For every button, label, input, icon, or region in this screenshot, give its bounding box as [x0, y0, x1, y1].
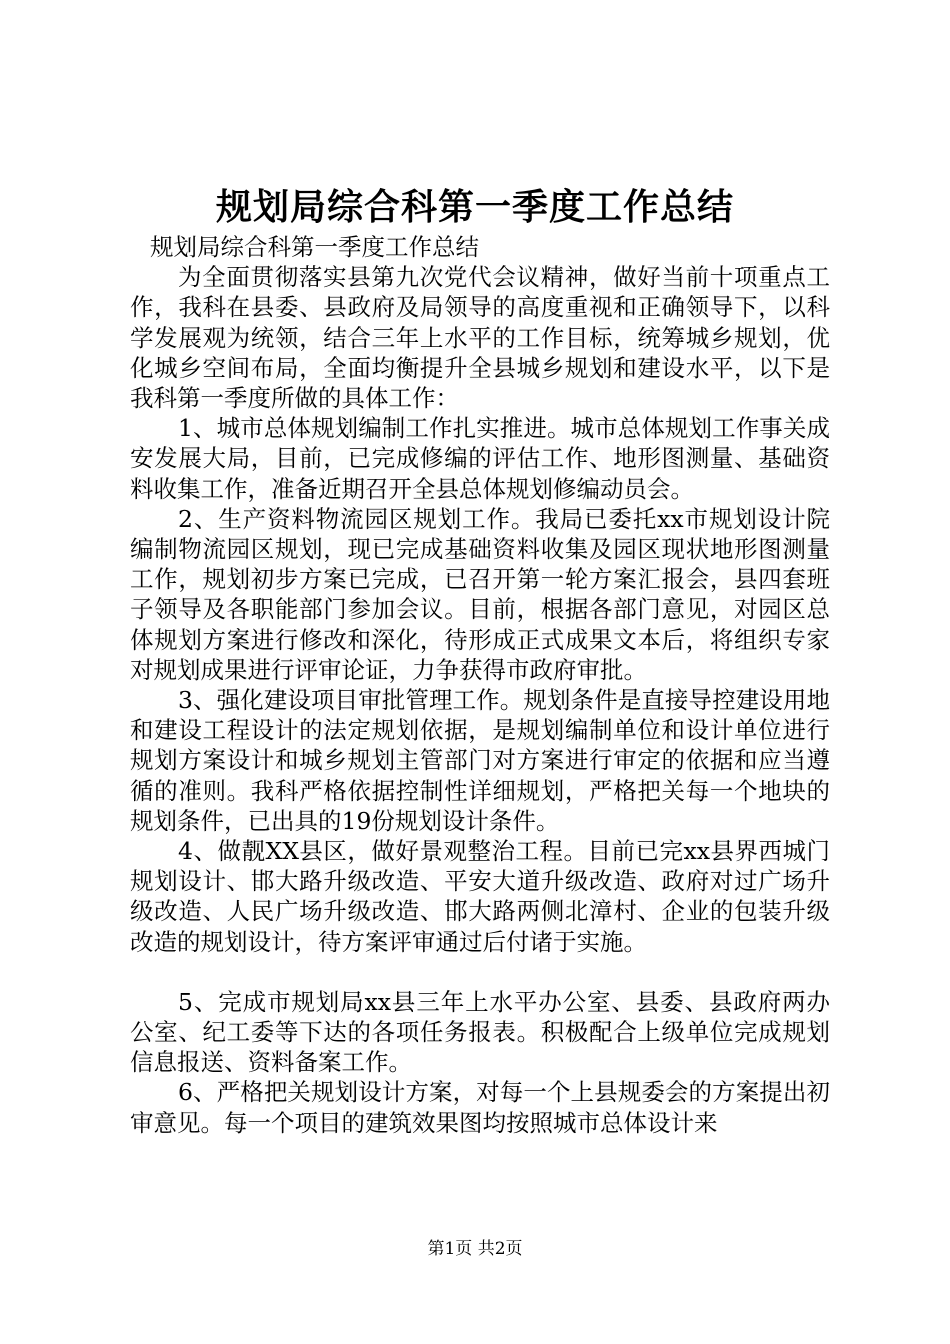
document-body — [130, 232, 830, 1138]
item-paragraph-3: 3、强化建设项目审批管理工作。规划条件是直接导控建设用地和建设工程设计的法定规划依据，是规划编制单位和设计单位进行规划方案设计和城乡规划主管部门对方案进行审定的依据和应当遵循的准则。我科严格依据控制性详细规划，严格把关每一个地块的规划条件，已出具的19份规划设计条件。 — [130, 686, 830, 835]
intro-paragraph: 为全面贯彻落实县第九次党代会议精神，做好当前十项重点工作，我科在县委、县政府及局领导的高度重视和正确领导下，以科学发展观为统领，结合三年上水平的工作目标，统筹城乡规划，优化城乡空间布局，全面均衡提升全县城乡规划和建设水平，以下是我科第一季度所做的具体工作： — [130, 263, 830, 413]
item-paragraph-5: 5、完成市规划局xx县三年上水平办公室、县委、县政府两办公室、纪工委等下达的各项任务报表。积极配合上级单位完成规划信息报送、资料备案工作。 — [130, 987, 830, 1077]
item-paragraph-4: 4、做靓XX县区，做好景观整治工程。目前已完xx县界西城门规划设计、邯大路升级改造、平安大道升级改造、政府对过广场升级改造、人民广场升级改造、邯大路两侧北漳村、企业的包装升级改造的规划设计，待方案评审通过后付诸于实施。 — [130, 837, 830, 956]
document-title: 规划局综合科第一季度工作总结 — [215, 186, 734, 228]
page-footer: 第1页 共2页 — [427, 1239, 523, 1259]
item-paragraph-1: 1、城市总体规划编制工作扎实推进。城市总体规划工作事关成安发展大局，目前，已完成修编的评估工作、地形图测量、基础资料收集工作，准备近期召开全县总体规划修编动员会。 — [130, 414, 830, 503]
item-paragraph-6: 6、严格把关规划设计方案，对每一个上县规委会的方案提出初审意见。每一个项目的建筑效果图均按照城市总体设计来 — [130, 1078, 830, 1137]
item-paragraph-2: 2、生产资料物流园区规划工作。我局已委托xx市规划设计院编制物流园区规划，现已完成基础资料收集及园区现状地形图测量工作，规划初步方案已完成，已召开第一轮方案汇报会，县四套班子领导及各职能部门参加会议。目前，根据各部门意见，对园区总体规划方案进行修改和深化，待形成正式成果文本后，将组织专家对规划成果进行评审论证，力争获得市政府审批。 — [130, 504, 830, 684]
document-subtitle: 规划局综合科第一季度工作总结 — [150, 233, 479, 261]
paragraph-gap — [130, 957, 830, 987]
